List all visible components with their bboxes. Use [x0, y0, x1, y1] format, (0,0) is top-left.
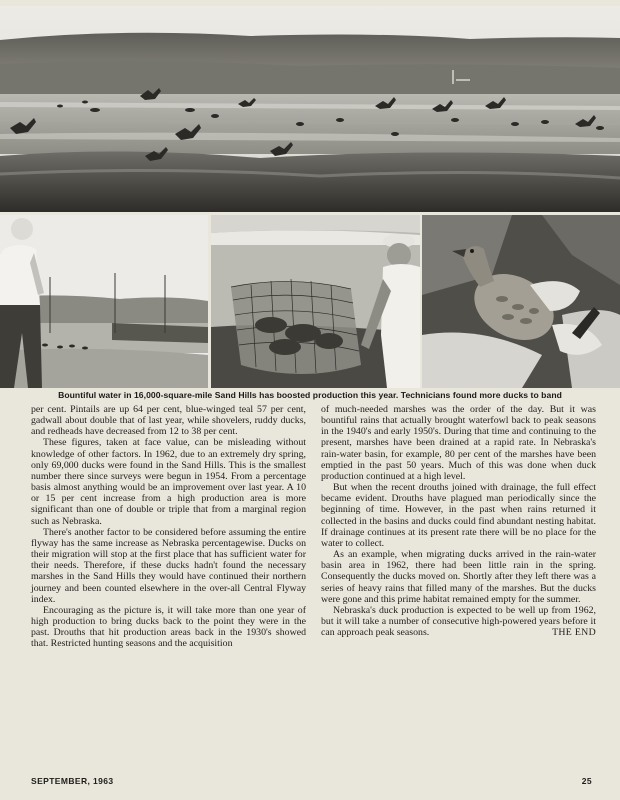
- net-trap-ducks-photo: [211, 215, 420, 388]
- paragraph-text: Nebraska's duck production is expected to be well up from 1962, but it will take a number of consecutive high-powered years before it can approach peak seasons.: [321, 604, 596, 639]
- paragraph: These figures, taken at face value, can be misleading without knowledge of other factors. In 1962, due to an extremely dry spring, only 69,000 ducks were found in the Sand Hills. This is the smallest number there since surveys were begun in 1954. From a percentage basis almost anything would be an improvement over last year. A 10 or 15 per cent increase from a high production area is more significant than one of double or triple that from a marginal region such as Nebraska.: [31, 437, 306, 527]
- end-mark: THE END: [552, 627, 596, 639]
- paragraph: As an example, when migrating ducks arrived in the rain-water basin area in 1962, there had been little rain in the spring. Consequently the ducks moved on. Shortly after they left there was a series of heavy rains that filled many of the marshes. But the ducks were gone and this prime habitat remained empty for the summer.: [321, 549, 596, 605]
- photo-caption: Bountiful water in 16,000-square-mile Sand Hills has boosted production this year. Technicians found more ducks to band: [58, 390, 562, 400]
- paragraph: of much-needed marshes was the order of the day. But it was bountiful rains that actually brought waterfowl back to peak seasons in the 1940's and early 1950's. During that time and continuing to the present, marshes have been drained at a rapid rate. In Nebraska's rain-water basin, for example, 80 per cent of the marshes have been emptied in the past 50 years. Much of this was done when duck production continued at a high level.: [321, 404, 596, 482]
- issue-date: SEPTEMBER, 1963: [31, 776, 114, 786]
- duck-banding-photo: [422, 215, 620, 388]
- technician-watching-trap-photo: [0, 215, 208, 388]
- marsh-ducks-photo: [0, 6, 620, 212]
- final-paragraph: [321, 605, 596, 638]
- paragraph: Encouraging as the picture is, it will take more than one year of high production to bring ducks back to the point they were in the past. Drouths that hit production areas back in the 1930's showed that. Restricted hunting seasons and the acquisition: [31, 604, 306, 650]
- paragraph: But when the recent drouths joined with drainage, the full effect became evident. Drouths have plagued man periodically since the beginning of time. However, in the past when rains returned it collected in the basins and ducks could find abundant nesting habitat. If drainage continues at its present rate there will be no place for the water to collect.: [321, 482, 596, 549]
- paragraph: per cent. Pintails are up 64 per cent, blue-winged teal 57 per cent, gadwall about double that of last year, while shovelers, ruddy ducks, and redheads have decreased from 12 to 38 per cent.: [31, 404, 306, 438]
- article-left-column: [31, 404, 306, 649]
- article-right-column: [321, 404, 596, 638]
- page-number: 25: [581, 776, 592, 786]
- paragraph: There's another factor to be considered before assuming the entire flyway has the same increase as Nebraska percentagewise. Ducks on their migration will stop at the first place that has sufficient water for their needs. Therefore, if these ducks hadn't found the necessary marshes in the Sand Hills they would have continued their northern journey and been counted elsewhere in the over-all Central Flyway index.: [31, 526, 306, 605]
